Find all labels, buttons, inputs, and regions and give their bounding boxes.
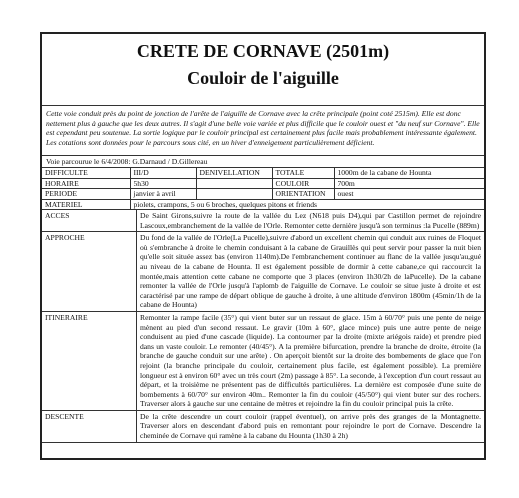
empty-cell — [196, 178, 272, 189]
totale-label: TOTALE — [272, 168, 334, 178]
meta-row — [42, 189, 484, 200]
title-block — [42, 34, 484, 106]
approche-label: APPROCHE — [42, 232, 137, 312]
difficulte-value: III/D — [130, 168, 196, 178]
empty-cell — [196, 189, 272, 200]
acces-label: ACCES — [42, 210, 137, 232]
page-title: CRETE DE CORNAVE (2501m) — [136, 41, 390, 61]
materiel-label: MATERIEL — [42, 199, 130, 210]
meta-row — [42, 178, 484, 189]
intro-paragraph: Cette voie conduit près du point de jonction de l'arête de l'aiguille de Cornave avec la crête principale (point coté 2515m). Elle est donc nettement plus à gauche que les deux autres. Il s'agit d'une belle voie variée et plus difficile que le couloir ouest et "du neuf sur Cornave". Elle est cependant peu soutenue. La sortie logique par le couloir principal est certainement plus facile mais probablement intéressante également. Les cotations sont données pour le parcours sous cité, en un hiver d'enneigement particulièrement déficient. — [42, 106, 484, 156]
acces-text: De Saint Girons,suivre la route de la vallée du Lez (N618 puis D4),qui par Castillon permet de rejoindre Lascoux,embranchement de la vallée de l'Orle. Remonter cette dernière jusqu'à son terminus :la Pucelle (889m) — [137, 210, 485, 232]
section-row — [42, 410, 484, 442]
descente-label: DESCENTE — [42, 410, 137, 442]
horaire-value: 5h30 — [130, 178, 196, 189]
periode-value: janvier à avril — [130, 189, 196, 200]
materiel-value: piolets, crampons, 5 ou 6 broches, quelques pitons et friends — [130, 199, 484, 210]
section-row — [42, 232, 484, 312]
meta-row — [42, 199, 484, 210]
orientation-value: ouest — [334, 189, 484, 200]
denivellation-label: DENIVELLATION — [196, 168, 272, 178]
difficulte-label: DIFFICULTE — [42, 168, 130, 178]
itineraire-label: ITINERAIRE — [42, 311, 137, 410]
itineraire-text: Remonter la rampe facile (35°) qui vient buter sur un ressaut de glace. 15m à 60/70° puis une pente de neige mènent au pied d'un second ressaut. Le gravir (10m à 60°, glace mince) puis une autre pente de neige conduisent au pied d'une cascade (liquide). La contourner par la droite (mixte ariégois raide) et prendre pied dans un vaste couloir. Le remonter (40/45°). A la première bifurcation, prendre la branche de droite, étroite (la branche de gauche conduit sur une arête) . On aperçoit bientôt sur la droite des bombements de glace que l'on rejoint (la branche principale du couloir, certainement plus facile, est également possible). La première longueur est à environ 60° avec un très court (2m) passage à 85°. La seconde, à l'exception d'un court ressaut au départ, et la troisième ne présentent pas de difficultés particulières. La dernière est composée d'une suite de bombements à 60/70° sur environ 40m.. Remonter la fin du couloir (45/50°) qui vient buter sur des rochers. Traverser alors à gauche sur une centaine de mètres et rejoindre la fin du couloir principal puis la crête. — [137, 311, 485, 410]
meta-row — [42, 168, 484, 178]
descente-text: De la crête descendre un court couloir (rappel éventuel), on arrive près des granges de la Montagnette. Traverser alors en descendant d'abord puis en remontant pour rejoindre le port de Cornave. Descendre la cheminée de Cornave qui ramène à la cabane du Hounta (1h30 à 2h) — [137, 410, 485, 442]
totale-value: 1000m de la cabane de Hounta — [334, 168, 484, 178]
section-row — [42, 210, 484, 232]
couloir-label: COULOIR — [272, 178, 334, 189]
page-subtitle: Couloir de l'aiguille — [187, 68, 339, 88]
horaire-label: HORAIRE — [42, 178, 130, 189]
periode-label: PERIODE — [42, 189, 130, 200]
credit-line: Voie parcourue le 6/4/2008: G.Darnaud / D.Gillereau — [42, 156, 484, 168]
approche-text: Du fond de la vallée de l'Orle(La Pucelle),suivre d'abord un excellent chemin qui conduit aux ruines de Floquet où s'embranche à droite le chemin conduisant à la cabane de Grauillès qui peut servir pour passer la nuit bien qu'elle soit située assez bas (environ 1140m).De l'embranchement continuer au flanc de la vallée jusqu'au,gué au niveau de la cabane de Hounta. Il est également possible de dormir à cette cabane,ce qui raccourcit la montée,mais attention cette cabane ne comporte que 3 places (environ 1h30/2h de laPucelle). De la cabane remonter la vallée de l'Orle jusqu'à l'aplomb de l'aiguille de Cornave. Le couloir se situe juste à droite et est caractérisé par une rampe de départ oblique de gauche à droite, à une altitude d'environ 1800m (45min/1h de la cabane de Hounta) — [137, 232, 485, 312]
meta-table — [42, 168, 484, 210]
section-row — [42, 311, 484, 410]
couloir-value: 700m — [334, 178, 484, 189]
route-sheet — [40, 32, 486, 460]
orientation-label: ORIENTATION — [272, 189, 334, 200]
sections-table — [42, 210, 484, 443]
